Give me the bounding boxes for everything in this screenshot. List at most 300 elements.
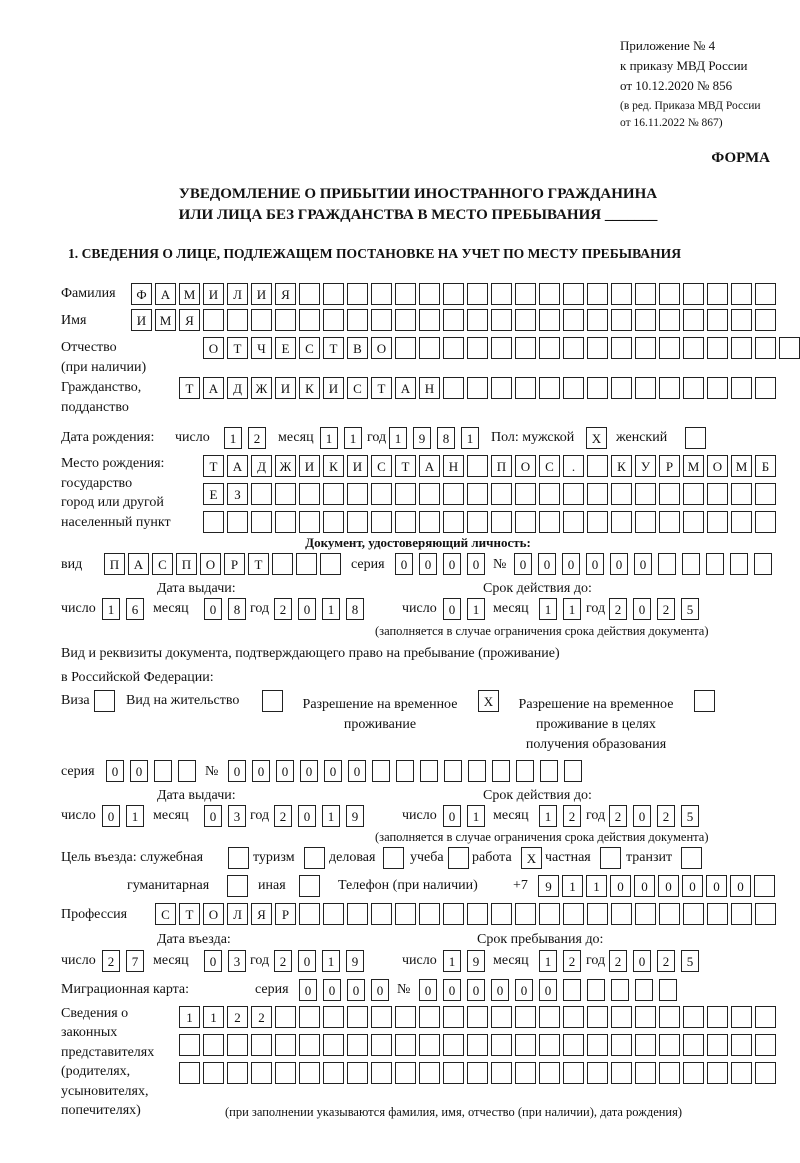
char-cell[interactable]: 0 bbox=[467, 979, 485, 1001]
char-cell[interactable]: 0 bbox=[514, 553, 532, 575]
char-cell[interactable] bbox=[731, 903, 752, 925]
char-cell[interactable]: Н bbox=[443, 455, 464, 477]
char-cell[interactable] bbox=[563, 903, 584, 925]
char-cell[interactable]: 0 bbox=[324, 760, 342, 782]
char-cell[interactable]: 0 bbox=[252, 760, 270, 782]
char-cell[interactable] bbox=[299, 1006, 320, 1028]
char-cell[interactable]: 0 bbox=[586, 553, 604, 575]
char-cell[interactable]: Я bbox=[179, 309, 200, 331]
char-cell[interactable]: С bbox=[152, 553, 173, 575]
char-cell[interactable]: 1 bbox=[443, 950, 461, 972]
char-cell[interactable] bbox=[251, 1034, 272, 1056]
char-cell[interactable] bbox=[443, 1062, 464, 1084]
purpose-humanitarian-checkbox[interactable] bbox=[227, 875, 248, 897]
char-cell[interactable] bbox=[755, 309, 776, 331]
char-cell[interactable]: 0 bbox=[515, 979, 533, 1001]
char-cell[interactable]: Е bbox=[275, 337, 296, 359]
char-cell[interactable] bbox=[467, 903, 488, 925]
char-cell[interactable]: 0 bbox=[348, 760, 366, 782]
char-cell[interactable]: Д bbox=[227, 377, 248, 399]
char-cell[interactable] bbox=[587, 1062, 608, 1084]
char-cell[interactable]: Ч bbox=[251, 337, 272, 359]
char-cell[interactable] bbox=[659, 283, 680, 305]
char-cell[interactable] bbox=[275, 1062, 296, 1084]
char-cell[interactable]: О bbox=[707, 455, 728, 477]
char-cell[interactable] bbox=[659, 337, 680, 359]
char-cell[interactable] bbox=[683, 1006, 704, 1028]
birth-year-field[interactable] bbox=[389, 427, 479, 449]
char-cell[interactable] bbox=[227, 875, 248, 897]
char-cell[interactable] bbox=[467, 1062, 488, 1084]
char-cell[interactable] bbox=[491, 511, 512, 533]
char-cell[interactable] bbox=[539, 283, 560, 305]
char-cell[interactable] bbox=[587, 377, 608, 399]
char-cell[interactable] bbox=[539, 377, 560, 399]
char-cell[interactable] bbox=[179, 1034, 200, 1056]
char-cell[interactable] bbox=[635, 1006, 656, 1028]
char-cell[interactable] bbox=[272, 553, 293, 575]
char-cell[interactable] bbox=[635, 283, 656, 305]
char-cell[interactable] bbox=[779, 337, 800, 359]
char-cell[interactable] bbox=[635, 337, 656, 359]
char-cell[interactable]: 0 bbox=[634, 875, 655, 897]
char-cell[interactable] bbox=[443, 511, 464, 533]
char-cell[interactable] bbox=[396, 760, 414, 782]
reps-field-3[interactable] bbox=[179, 1062, 776, 1084]
char-cell[interactable] bbox=[383, 847, 404, 869]
char-cell[interactable] bbox=[707, 1062, 728, 1084]
char-cell[interactable] bbox=[515, 283, 536, 305]
id-series-field[interactable] bbox=[395, 553, 485, 575]
char-cell[interactable] bbox=[275, 1006, 296, 1028]
char-cell[interactable] bbox=[683, 377, 704, 399]
char-cell[interactable] bbox=[227, 511, 248, 533]
char-cell[interactable] bbox=[299, 1034, 320, 1056]
char-cell[interactable] bbox=[323, 1006, 344, 1028]
char-cell[interactable] bbox=[227, 309, 248, 331]
purpose-business-checkbox[interactable] bbox=[383, 847, 404, 869]
stay-issue-month[interactable] bbox=[204, 805, 246, 827]
char-cell[interactable]: 1 bbox=[539, 805, 557, 827]
char-cell[interactable]: 2 bbox=[563, 950, 581, 972]
char-cell[interactable] bbox=[275, 483, 296, 505]
char-cell[interactable] bbox=[443, 337, 464, 359]
char-cell[interactable] bbox=[515, 511, 536, 533]
char-cell[interactable]: 1 bbox=[126, 805, 144, 827]
char-cell[interactable]: 0 bbox=[106, 760, 124, 782]
char-cell[interactable] bbox=[755, 483, 776, 505]
char-cell[interactable] bbox=[587, 979, 605, 1001]
citizenship-field[interactable] bbox=[179, 377, 776, 399]
char-cell[interactable]: 0 bbox=[633, 805, 651, 827]
stay-series-field[interactable] bbox=[106, 760, 196, 782]
char-cell[interactable] bbox=[659, 979, 677, 1001]
char-cell[interactable]: Ж bbox=[275, 455, 296, 477]
char-cell[interactable] bbox=[347, 1006, 368, 1028]
stay-until-day[interactable] bbox=[443, 950, 485, 972]
char-cell[interactable] bbox=[468, 760, 486, 782]
char-cell[interactable]: И bbox=[203, 283, 224, 305]
char-cell[interactable] bbox=[419, 1006, 440, 1028]
char-cell[interactable] bbox=[731, 1034, 752, 1056]
purpose-official-checkbox[interactable] bbox=[228, 847, 249, 869]
entry-year[interactable] bbox=[274, 950, 364, 972]
char-cell[interactable] bbox=[347, 483, 368, 505]
stay-issue-year[interactable] bbox=[274, 805, 364, 827]
char-cell[interactable] bbox=[491, 283, 512, 305]
char-cell[interactable] bbox=[587, 455, 608, 477]
char-cell[interactable] bbox=[731, 1006, 752, 1028]
char-cell[interactable]: 0 bbox=[443, 805, 461, 827]
char-cell[interactable] bbox=[299, 483, 320, 505]
char-cell[interactable] bbox=[587, 1034, 608, 1056]
char-cell[interactable] bbox=[371, 1062, 392, 1084]
char-cell[interactable]: 1 bbox=[467, 598, 485, 620]
char-cell[interactable] bbox=[323, 903, 344, 925]
id-kind-field[interactable] bbox=[104, 553, 341, 575]
char-cell[interactable]: Т bbox=[203, 455, 224, 477]
char-cell[interactable]: 0 bbox=[443, 553, 461, 575]
char-cell[interactable] bbox=[635, 377, 656, 399]
char-cell[interactable] bbox=[731, 377, 752, 399]
char-cell[interactable] bbox=[275, 511, 296, 533]
char-cell[interactable] bbox=[299, 309, 320, 331]
char-cell[interactable] bbox=[635, 1034, 656, 1056]
char-cell[interactable] bbox=[755, 1062, 776, 1084]
char-cell[interactable]: 0 bbox=[538, 553, 556, 575]
char-cell[interactable] bbox=[659, 483, 680, 505]
char-cell[interactable] bbox=[707, 483, 728, 505]
char-cell[interactable] bbox=[587, 483, 608, 505]
entry-month[interactable] bbox=[204, 950, 246, 972]
char-cell[interactable] bbox=[563, 337, 584, 359]
char-cell[interactable] bbox=[539, 903, 560, 925]
char-cell[interactable]: Е bbox=[203, 483, 224, 505]
char-cell[interactable] bbox=[492, 760, 510, 782]
id-valid-month[interactable] bbox=[539, 598, 581, 620]
char-cell[interactable] bbox=[251, 309, 272, 331]
char-cell[interactable]: 0 bbox=[706, 875, 727, 897]
char-cell[interactable]: О bbox=[203, 337, 224, 359]
char-cell[interactable] bbox=[659, 377, 680, 399]
char-cell[interactable] bbox=[563, 1006, 584, 1028]
char-cell[interactable] bbox=[419, 309, 440, 331]
char-cell[interactable] bbox=[251, 1062, 272, 1084]
char-cell[interactable] bbox=[467, 511, 488, 533]
char-cell[interactable]: Я bbox=[275, 283, 296, 305]
char-cell[interactable] bbox=[611, 377, 632, 399]
char-cell[interactable] bbox=[323, 283, 344, 305]
char-cell[interactable] bbox=[371, 903, 392, 925]
char-cell[interactable]: 1 bbox=[102, 598, 120, 620]
char-cell[interactable]: 0 bbox=[204, 598, 222, 620]
purpose-tourism-checkbox[interactable] bbox=[304, 847, 325, 869]
char-cell[interactable] bbox=[731, 283, 752, 305]
char-cell[interactable]: 6 bbox=[126, 598, 144, 620]
char-cell[interactable] bbox=[296, 553, 317, 575]
char-cell[interactable] bbox=[516, 760, 534, 782]
char-cell[interactable] bbox=[563, 511, 584, 533]
char-cell[interactable]: 1 bbox=[563, 598, 581, 620]
char-cell[interactable] bbox=[563, 1062, 584, 1084]
char-cell[interactable]: И bbox=[323, 377, 344, 399]
char-cell[interactable]: 0 bbox=[228, 760, 246, 782]
char-cell[interactable] bbox=[587, 1006, 608, 1028]
char-cell[interactable]: 0 bbox=[539, 979, 557, 1001]
char-cell[interactable]: Д bbox=[251, 455, 272, 477]
char-cell[interactable]: 5 bbox=[681, 598, 699, 620]
char-cell[interactable]: С bbox=[347, 377, 368, 399]
char-cell[interactable] bbox=[683, 337, 704, 359]
char-cell[interactable] bbox=[467, 483, 488, 505]
char-cell[interactable]: 2 bbox=[102, 950, 120, 972]
stay-until-year[interactable] bbox=[609, 950, 699, 972]
char-cell[interactable]: А bbox=[395, 377, 416, 399]
char-cell[interactable] bbox=[227, 1062, 248, 1084]
char-cell[interactable] bbox=[395, 903, 416, 925]
char-cell[interactable]: 0 bbox=[419, 553, 437, 575]
char-cell[interactable] bbox=[683, 903, 704, 925]
char-cell[interactable]: 0 bbox=[298, 950, 316, 972]
char-cell[interactable]: 1 bbox=[539, 598, 557, 620]
trp-checkbox[interactable] bbox=[478, 690, 499, 712]
id-number-field[interactable] bbox=[514, 553, 772, 575]
char-cell[interactable]: П bbox=[176, 553, 197, 575]
char-cell[interactable] bbox=[448, 847, 469, 869]
char-cell[interactable] bbox=[179, 1062, 200, 1084]
char-cell[interactable] bbox=[707, 309, 728, 331]
char-cell[interactable] bbox=[635, 1062, 656, 1084]
char-cell[interactable] bbox=[659, 1006, 680, 1028]
char-cell[interactable] bbox=[754, 553, 772, 575]
char-cell[interactable]: О bbox=[200, 553, 221, 575]
char-cell[interactable]: 0 bbox=[130, 760, 148, 782]
char-cell[interactable] bbox=[755, 511, 776, 533]
char-cell[interactable]: X bbox=[478, 690, 499, 712]
char-cell[interactable]: 5 bbox=[681, 805, 699, 827]
char-cell[interactable] bbox=[694, 690, 715, 712]
char-cell[interactable]: М bbox=[155, 309, 176, 331]
char-cell[interactable]: О bbox=[371, 337, 392, 359]
char-cell[interactable] bbox=[347, 1034, 368, 1056]
char-cell[interactable] bbox=[706, 553, 724, 575]
char-cell[interactable] bbox=[395, 511, 416, 533]
char-cell[interactable]: 0 bbox=[298, 805, 316, 827]
char-cell[interactable] bbox=[515, 377, 536, 399]
char-cell[interactable] bbox=[635, 511, 656, 533]
purpose-other-checkbox[interactable] bbox=[299, 875, 320, 897]
char-cell[interactable] bbox=[539, 309, 560, 331]
char-cell[interactable] bbox=[587, 309, 608, 331]
char-cell[interactable] bbox=[347, 1062, 368, 1084]
char-cell[interactable]: 1 bbox=[467, 805, 485, 827]
char-cell[interactable]: 2 bbox=[609, 598, 627, 620]
phone-field[interactable] bbox=[538, 875, 775, 897]
char-cell[interactable] bbox=[323, 309, 344, 331]
char-cell[interactable] bbox=[227, 1034, 248, 1056]
char-cell[interactable] bbox=[491, 1034, 512, 1056]
char-cell[interactable] bbox=[419, 283, 440, 305]
char-cell[interactable]: Б bbox=[755, 455, 776, 477]
char-cell[interactable] bbox=[467, 283, 488, 305]
char-cell[interactable] bbox=[707, 903, 728, 925]
char-cell[interactable]: 2 bbox=[274, 805, 292, 827]
stay-number-field[interactable] bbox=[228, 760, 582, 782]
char-cell[interactable]: 1 bbox=[179, 1006, 200, 1028]
char-cell[interactable] bbox=[467, 1006, 488, 1028]
char-cell[interactable]: С bbox=[539, 455, 560, 477]
char-cell[interactable] bbox=[371, 1006, 392, 1028]
char-cell[interactable] bbox=[755, 283, 776, 305]
char-cell[interactable] bbox=[731, 309, 752, 331]
char-cell[interactable] bbox=[491, 1062, 512, 1084]
char-cell[interactable]: 0 bbox=[298, 598, 316, 620]
char-cell[interactable] bbox=[539, 483, 560, 505]
char-cell[interactable]: И bbox=[299, 455, 320, 477]
char-cell[interactable] bbox=[681, 847, 702, 869]
char-cell[interactable] bbox=[755, 337, 776, 359]
char-cell[interactable]: 9 bbox=[346, 950, 364, 972]
char-cell[interactable]: А bbox=[155, 283, 176, 305]
char-cell[interactable]: 9 bbox=[346, 805, 364, 827]
stay-issue-day[interactable] bbox=[102, 805, 144, 827]
char-cell[interactable] bbox=[659, 511, 680, 533]
char-cell[interactable]: 1 bbox=[586, 875, 607, 897]
char-cell[interactable]: О bbox=[515, 455, 536, 477]
char-cell[interactable]: Т bbox=[227, 337, 248, 359]
char-cell[interactable] bbox=[251, 483, 272, 505]
char-cell[interactable]: 1 bbox=[203, 1006, 224, 1028]
char-cell[interactable]: 0 bbox=[323, 979, 341, 1001]
birth-place-field-3[interactable] bbox=[203, 511, 776, 533]
char-cell[interactable] bbox=[587, 337, 608, 359]
char-cell[interactable]: . bbox=[563, 455, 584, 477]
char-cell[interactable]: 0 bbox=[204, 805, 222, 827]
char-cell[interactable]: 0 bbox=[371, 979, 389, 1001]
char-cell[interactable] bbox=[203, 511, 224, 533]
char-cell[interactable]: О bbox=[203, 903, 224, 925]
char-cell[interactable]: Ф bbox=[131, 283, 152, 305]
char-cell[interactable] bbox=[563, 283, 584, 305]
char-cell[interactable] bbox=[203, 1034, 224, 1056]
char-cell[interactable] bbox=[395, 337, 416, 359]
char-cell[interactable] bbox=[371, 1034, 392, 1056]
char-cell[interactable] bbox=[419, 903, 440, 925]
char-cell[interactable] bbox=[659, 1062, 680, 1084]
char-cell[interactable]: Т bbox=[248, 553, 269, 575]
char-cell[interactable] bbox=[635, 903, 656, 925]
char-cell[interactable]: 2 bbox=[251, 1006, 272, 1028]
char-cell[interactable] bbox=[395, 283, 416, 305]
char-cell[interactable] bbox=[371, 483, 392, 505]
char-cell[interactable] bbox=[395, 309, 416, 331]
char-cell[interactable] bbox=[707, 377, 728, 399]
char-cell[interactable] bbox=[395, 1034, 416, 1056]
char-cell[interactable]: К bbox=[299, 377, 320, 399]
char-cell[interactable] bbox=[635, 483, 656, 505]
char-cell[interactable]: Р bbox=[275, 903, 296, 925]
char-cell[interactable]: 7 bbox=[126, 950, 144, 972]
char-cell[interactable] bbox=[755, 903, 776, 925]
char-cell[interactable] bbox=[539, 511, 560, 533]
char-cell[interactable] bbox=[320, 553, 341, 575]
char-cell[interactable] bbox=[515, 337, 536, 359]
char-cell[interactable]: 9 bbox=[413, 427, 431, 449]
char-cell[interactable] bbox=[467, 309, 488, 331]
char-cell[interactable] bbox=[419, 483, 440, 505]
char-cell[interactable]: 1 bbox=[322, 950, 340, 972]
char-cell[interactable]: 0 bbox=[443, 979, 461, 1001]
char-cell[interactable] bbox=[323, 1034, 344, 1056]
char-cell[interactable] bbox=[251, 511, 272, 533]
char-cell[interactable]: 0 bbox=[633, 598, 651, 620]
char-cell[interactable] bbox=[299, 875, 320, 897]
char-cell[interactable]: Т bbox=[179, 903, 200, 925]
char-cell[interactable] bbox=[299, 1062, 320, 1084]
char-cell[interactable]: М bbox=[731, 455, 752, 477]
char-cell[interactable] bbox=[515, 903, 536, 925]
char-cell[interactable]: 1 bbox=[344, 427, 362, 449]
char-cell[interactable] bbox=[491, 483, 512, 505]
char-cell[interactable]: X bbox=[521, 847, 542, 869]
stay-valid-month[interactable] bbox=[539, 805, 581, 827]
residence-checkbox[interactable] bbox=[262, 690, 283, 712]
char-cell[interactable] bbox=[564, 760, 582, 782]
char-cell[interactable] bbox=[611, 1062, 632, 1084]
char-cell[interactable] bbox=[707, 283, 728, 305]
char-cell[interactable] bbox=[611, 1034, 632, 1056]
char-cell[interactable] bbox=[347, 309, 368, 331]
char-cell[interactable] bbox=[540, 760, 558, 782]
char-cell[interactable] bbox=[419, 337, 440, 359]
char-cell[interactable]: Р bbox=[659, 455, 680, 477]
char-cell[interactable] bbox=[635, 979, 653, 1001]
id-valid-day[interactable] bbox=[443, 598, 485, 620]
char-cell[interactable] bbox=[154, 760, 172, 782]
stay-valid-year[interactable] bbox=[609, 805, 699, 827]
birth-place-field-2[interactable] bbox=[203, 483, 776, 505]
birth-day-field[interactable] bbox=[224, 427, 266, 449]
char-cell[interactable]: 1 bbox=[320, 427, 338, 449]
char-cell[interactable] bbox=[491, 309, 512, 331]
char-cell[interactable] bbox=[683, 1062, 704, 1084]
char-cell[interactable]: Т bbox=[371, 377, 392, 399]
char-cell[interactable]: 1 bbox=[562, 875, 583, 897]
char-cell[interactable]: 1 bbox=[322, 805, 340, 827]
birth-month-field[interactable] bbox=[320, 427, 362, 449]
char-cell[interactable] bbox=[563, 979, 581, 1001]
id-issue-day[interactable] bbox=[102, 598, 144, 620]
char-cell[interactable]: Ж bbox=[251, 377, 272, 399]
char-cell[interactable]: 0 bbox=[102, 805, 120, 827]
char-cell[interactable] bbox=[443, 903, 464, 925]
trpe-checkbox[interactable] bbox=[694, 690, 715, 712]
id-valid-year[interactable] bbox=[609, 598, 699, 620]
char-cell[interactable]: 8 bbox=[228, 598, 246, 620]
char-cell[interactable] bbox=[539, 1062, 560, 1084]
char-cell[interactable] bbox=[707, 1034, 728, 1056]
char-cell[interactable]: У bbox=[635, 455, 656, 477]
char-cell[interactable] bbox=[683, 309, 704, 331]
mc-series-field[interactable] bbox=[299, 979, 389, 1001]
char-cell[interactable] bbox=[587, 903, 608, 925]
char-cell[interactable]: 0 bbox=[610, 553, 628, 575]
char-cell[interactable] bbox=[419, 511, 440, 533]
char-cell[interactable]: 1 bbox=[539, 950, 557, 972]
char-cell[interactable] bbox=[755, 1034, 776, 1056]
char-cell[interactable] bbox=[635, 309, 656, 331]
char-cell[interactable]: К bbox=[611, 455, 632, 477]
